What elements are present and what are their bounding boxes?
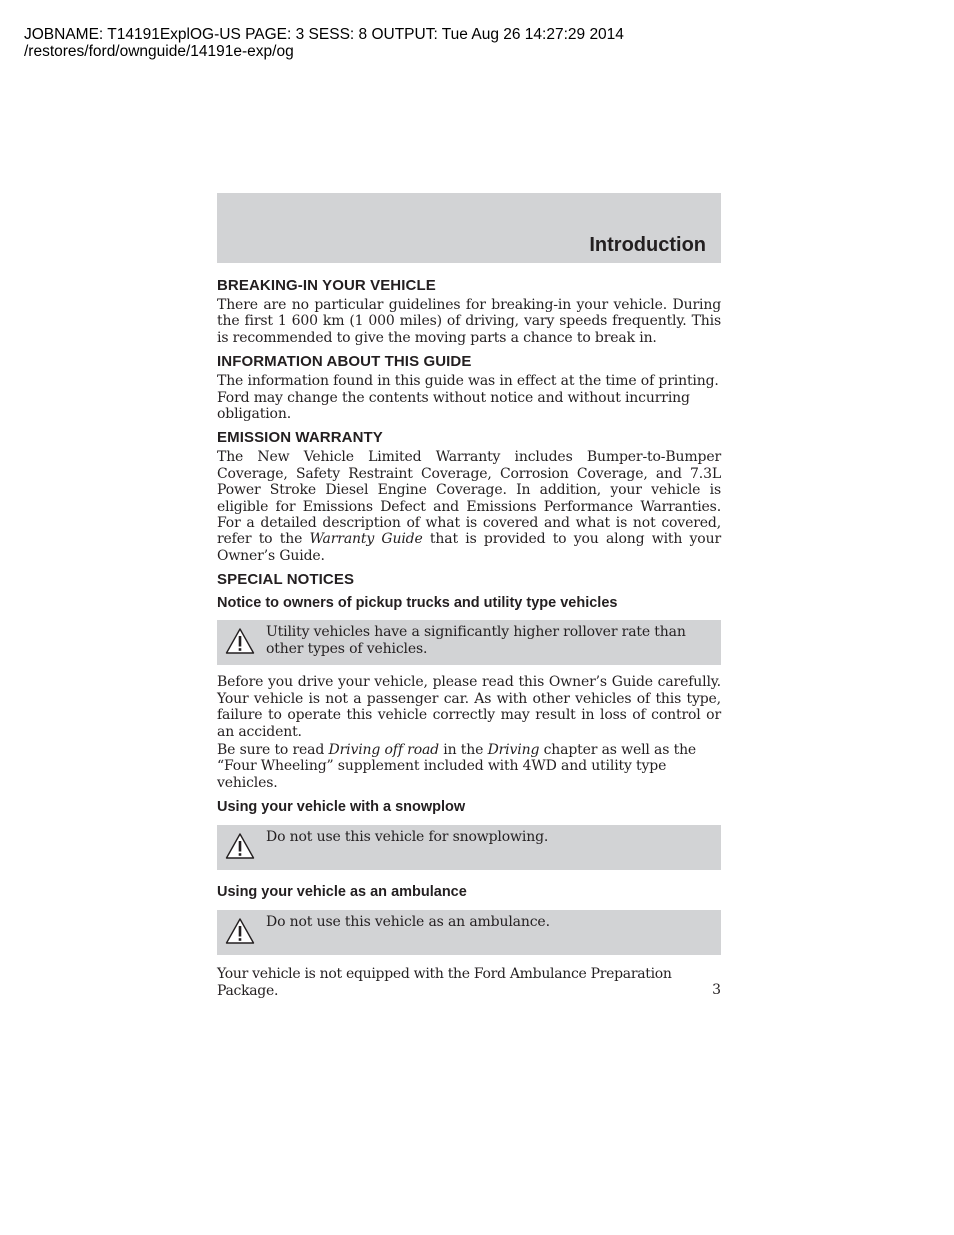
special-notices-heading: SPECIAL NOTICES xyxy=(217,571,355,589)
page-content xyxy=(217,277,721,999)
pickup-text-part: chapter as well as the “Four Wheeling” supplement included with 4WD and utility type vehicles. xyxy=(217,741,697,791)
pickup-paragraph-1: Before you drive your vehicle, please read this Owner’s Guide carefully. Your vehicle is not a passenger car. As with other vehicles of this type, failure to operate this vehicle correctly may result in loss of control or an accident. xyxy=(217,674,721,740)
snowplow-warning-box xyxy=(217,825,721,870)
job-info-line: JOBNAME: T14191ExplOG-US PAGE: 3 SESS: 8 OUTPUT: Tue Aug 26 14:27:29 2014 xyxy=(24,26,624,43)
rollover-warning-text: Utility vehicles have a significantly higher rollover rate than other types of vehicles. xyxy=(266,624,686,657)
emission-text-part: The New Vehicle Limited Warranty includes Bumper-to-Bumper Coverage, Safety Restraint Coverage, Corrosion Coverage, and 7.3L Power Stroke Diesel Engine Coverage. In addition, your vehicle is eligible for Emissions Defect and Emissions Performance Warranties. For a detailed description of what is covered and what is not covered, refer to the xyxy=(217,449,721,548)
info-guide-text: The information found in this guide was in effect at the time of printing. Ford may change the contents without notice and without incurring obligation. xyxy=(217,373,719,423)
warranty-guide-title: Warranty Guide xyxy=(309,531,423,548)
pickup-text-part: Be sure to read xyxy=(217,741,329,758)
breaking-in-heading: BREAKING-IN YOUR VEHICLE xyxy=(217,277,436,294)
warning-triangle-icon xyxy=(225,832,255,860)
pickup-text-part: in the xyxy=(438,741,488,758)
ambulance-warning-box xyxy=(217,910,721,955)
snowplow-subheading: Using your vehicle with a snowplow xyxy=(217,799,466,816)
rollover-warning-box xyxy=(217,620,721,665)
warning-triangle-icon xyxy=(225,917,255,945)
warning-triangle-icon xyxy=(225,627,255,655)
chapter-header-band xyxy=(217,193,721,263)
breaking-in-text: There are no particular guidelines for breaking-in your vehicle. During the first 1 600 km (1 000 miles) of driving, vary speeds frequently. This is recommended to give the moving parts a chance to break in. xyxy=(217,297,721,346)
job-header xyxy=(24,26,624,60)
job-path-line: /restores/ford/ownguide/14191e-exp/og xyxy=(24,43,294,60)
driving-off-road-ref: Driving off road xyxy=(328,741,439,758)
emission-heading: EMISSION WARRANTY xyxy=(217,429,383,447)
info-guide-heading: INFORMATION ABOUT THIS GUIDE xyxy=(217,353,472,371)
page-number: 3 xyxy=(712,982,721,998)
snowplow-warning-text: Do not use this vehicle for snowplowing. xyxy=(266,829,549,846)
emission-text xyxy=(217,449,721,564)
pickup-notice-subheading: Notice to owners of pickup trucks and utility type vehicles xyxy=(217,595,618,612)
ambulance-text: Your vehicle is not equipped with the Ford Ambulance Preparation Package. xyxy=(217,966,672,999)
ambulance-warning-text: Do not use this vehicle as an ambulance. xyxy=(266,914,550,931)
driving-chapter-ref: Driving xyxy=(487,741,540,758)
chapter-title: Introduction xyxy=(589,234,706,256)
pickup-paragraph-2 xyxy=(217,742,721,791)
ambulance-subheading: Using your vehicle as an ambulance xyxy=(217,884,467,901)
emission-text-part: that is provided to you along with your Owner’s Guide. xyxy=(217,531,721,564)
